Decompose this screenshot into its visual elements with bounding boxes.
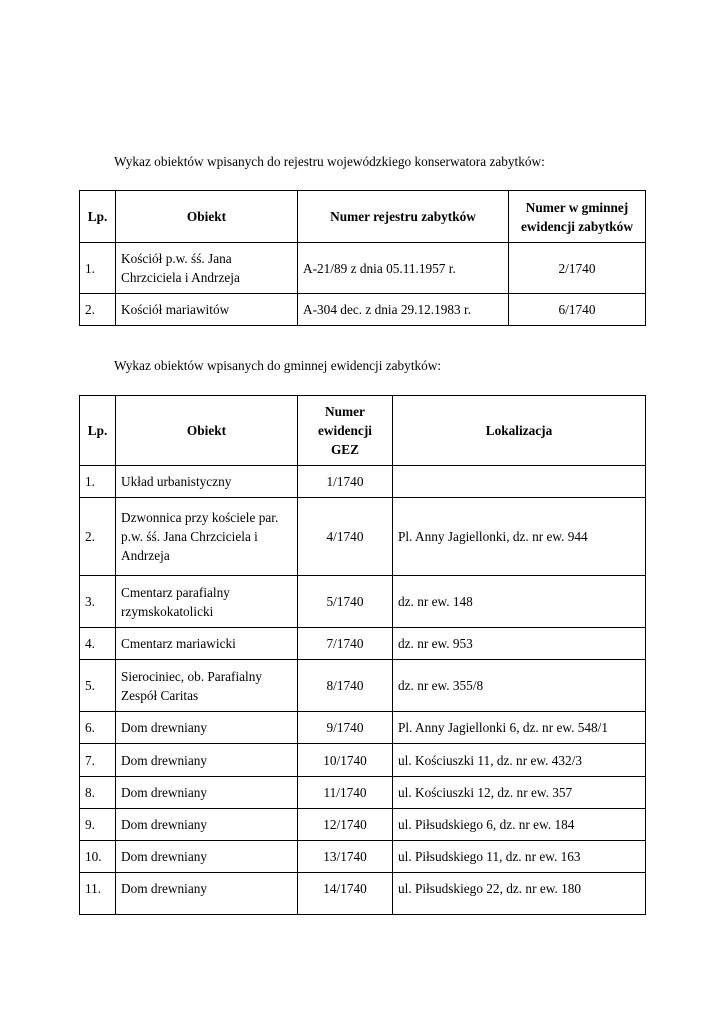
cell-gez: 8/1740 — [298, 660, 393, 712]
cell-obiekt: Cmentarz parafialny rzymskokatolicki — [116, 576, 298, 628]
table-row — [80, 744, 646, 777]
cell-obiekt: Kościół p.w. śś. Jana Chrzciciela i Andrzeja — [116, 243, 298, 294]
cell-lokalizacja — [393, 466, 646, 498]
cell-lp: 1. — [80, 243, 116, 294]
table-row — [80, 243, 646, 294]
table-header-row — [80, 191, 646, 243]
cell-gez: 2/1740 — [509, 243, 646, 294]
table-row — [80, 576, 646, 628]
cell-obiekt: Dom drewniany — [116, 712, 298, 744]
cell-lp: 9. — [80, 809, 116, 841]
cell-lokalizacja: ul. Piłsudskiego 22, dz. nr ew. 180 — [393, 873, 646, 915]
cell-lokalizacja: dz. nr ew. 953 — [393, 628, 646, 660]
header-lp: Lp. — [80, 191, 116, 243]
cell-gez: 1/1740 — [298, 466, 393, 498]
header-numer-gez: Numer ewidencji GEZ — [298, 396, 393, 466]
header-numer-gez: Numer w gminnej ewidencji zabytków — [509, 191, 646, 243]
cell-lp: 10. — [80, 841, 116, 873]
cell-gez: 4/1740 — [298, 498, 393, 576]
cell-obiekt: Dom drewniany — [116, 809, 298, 841]
table-row — [80, 498, 646, 576]
cell-obiekt: Układ urbanistyczny — [116, 466, 298, 498]
cell-lp: 7. — [80, 744, 116, 777]
register-table — [79, 190, 646, 326]
cell-obiekt: Sierociniec, ob. Parafialny Zespół Caritas — [116, 660, 298, 712]
table-header-row — [80, 396, 646, 466]
cell-gez: 13/1740 — [298, 841, 393, 873]
table-row — [80, 809, 646, 841]
table-row — [80, 712, 646, 744]
cell-gez: 5/1740 — [298, 576, 393, 628]
table-row — [80, 294, 646, 326]
table-row — [80, 660, 646, 712]
cell-lokalizacja: ul. Piłsudskiego 6, dz. nr ew. 184 — [393, 809, 646, 841]
cell-obiekt: Dom drewniany — [116, 744, 298, 777]
cell-lokalizacja: ul. Piłsudskiego 11, dz. nr ew. 163 — [393, 841, 646, 873]
cell-obiekt: Kościół mariawitów — [116, 294, 298, 326]
cell-lokalizacja: Pl. Anny Jagiellonki, dz. nr ew. 944 — [393, 498, 646, 576]
cell-obiekt: Dzwonnica przy kościele par. p.w. śś. Jana Chrzciciela i Andrzeja — [116, 498, 298, 576]
cell-lokalizacja: ul. Kościuszki 11, dz. nr ew. 432/3 — [393, 744, 646, 777]
cell-obiekt: Dom drewniany — [116, 777, 298, 809]
cell-gez: 14/1740 — [298, 873, 393, 915]
cell-lp: 6. — [80, 712, 116, 744]
table-row — [80, 628, 646, 660]
table-row — [80, 777, 646, 809]
cell-lokalizacja: dz. nr ew. 148 — [393, 576, 646, 628]
header-numer-rejestru: Numer rejestru zabytków — [298, 191, 509, 243]
cell-obiekt: Cmentarz mariawicki — [116, 628, 298, 660]
cell-lokalizacja: Pl. Anny Jagiellonki 6, dz. nr ew. 548/1 — [393, 712, 646, 744]
cell-gez: 7/1740 — [298, 628, 393, 660]
cell-lp: 2. — [80, 294, 116, 326]
cell-rejestr: A-21/89 z dnia 05.11.1957 r. — [298, 243, 509, 294]
cell-lp: 5. — [80, 660, 116, 712]
cell-gez: 12/1740 — [298, 809, 393, 841]
register-caption: Wykaz obiektów wpisanych do rejestru wojewódzkiego konserwatora zabytków: — [114, 154, 545, 169]
cell-gez: 10/1740 — [298, 744, 393, 777]
table-row — [80, 466, 646, 498]
gez-caption: Wykaz obiektów wpisanych do gminnej ewidencji zabytków: — [114, 358, 442, 373]
header-lokalizacja: Lokalizacja — [393, 396, 646, 466]
cell-lp: 8. — [80, 777, 116, 809]
cell-gez: 9/1740 — [298, 712, 393, 744]
cell-lokalizacja: ul. Kościuszki 12, dz. nr ew. 357 — [393, 777, 646, 809]
cell-lp: 1. — [80, 466, 116, 498]
cell-lp: 4. — [80, 628, 116, 660]
cell-lp: 2. — [80, 498, 116, 576]
cell-rejestr: A-304 dec. z dnia 29.12.1983 r. — [298, 294, 509, 326]
header-lp: Lp. — [80, 396, 116, 466]
cell-obiekt: Dom drewniany — [116, 841, 298, 873]
cell-gez: 11/1740 — [298, 777, 393, 809]
table-row — [80, 841, 646, 873]
gez-table — [79, 395, 646, 915]
header-obiekt: Obiekt — [116, 191, 298, 243]
cell-obiekt: Dom drewniany — [116, 873, 298, 915]
cell-gez: 6/1740 — [509, 294, 646, 326]
cell-lp: 11. — [80, 873, 116, 915]
header-obiekt: Obiekt — [116, 396, 298, 466]
cell-lp: 3. — [80, 576, 116, 628]
table-row — [80, 873, 646, 915]
cell-lokalizacja: dz. nr ew. 355/8 — [393, 660, 646, 712]
